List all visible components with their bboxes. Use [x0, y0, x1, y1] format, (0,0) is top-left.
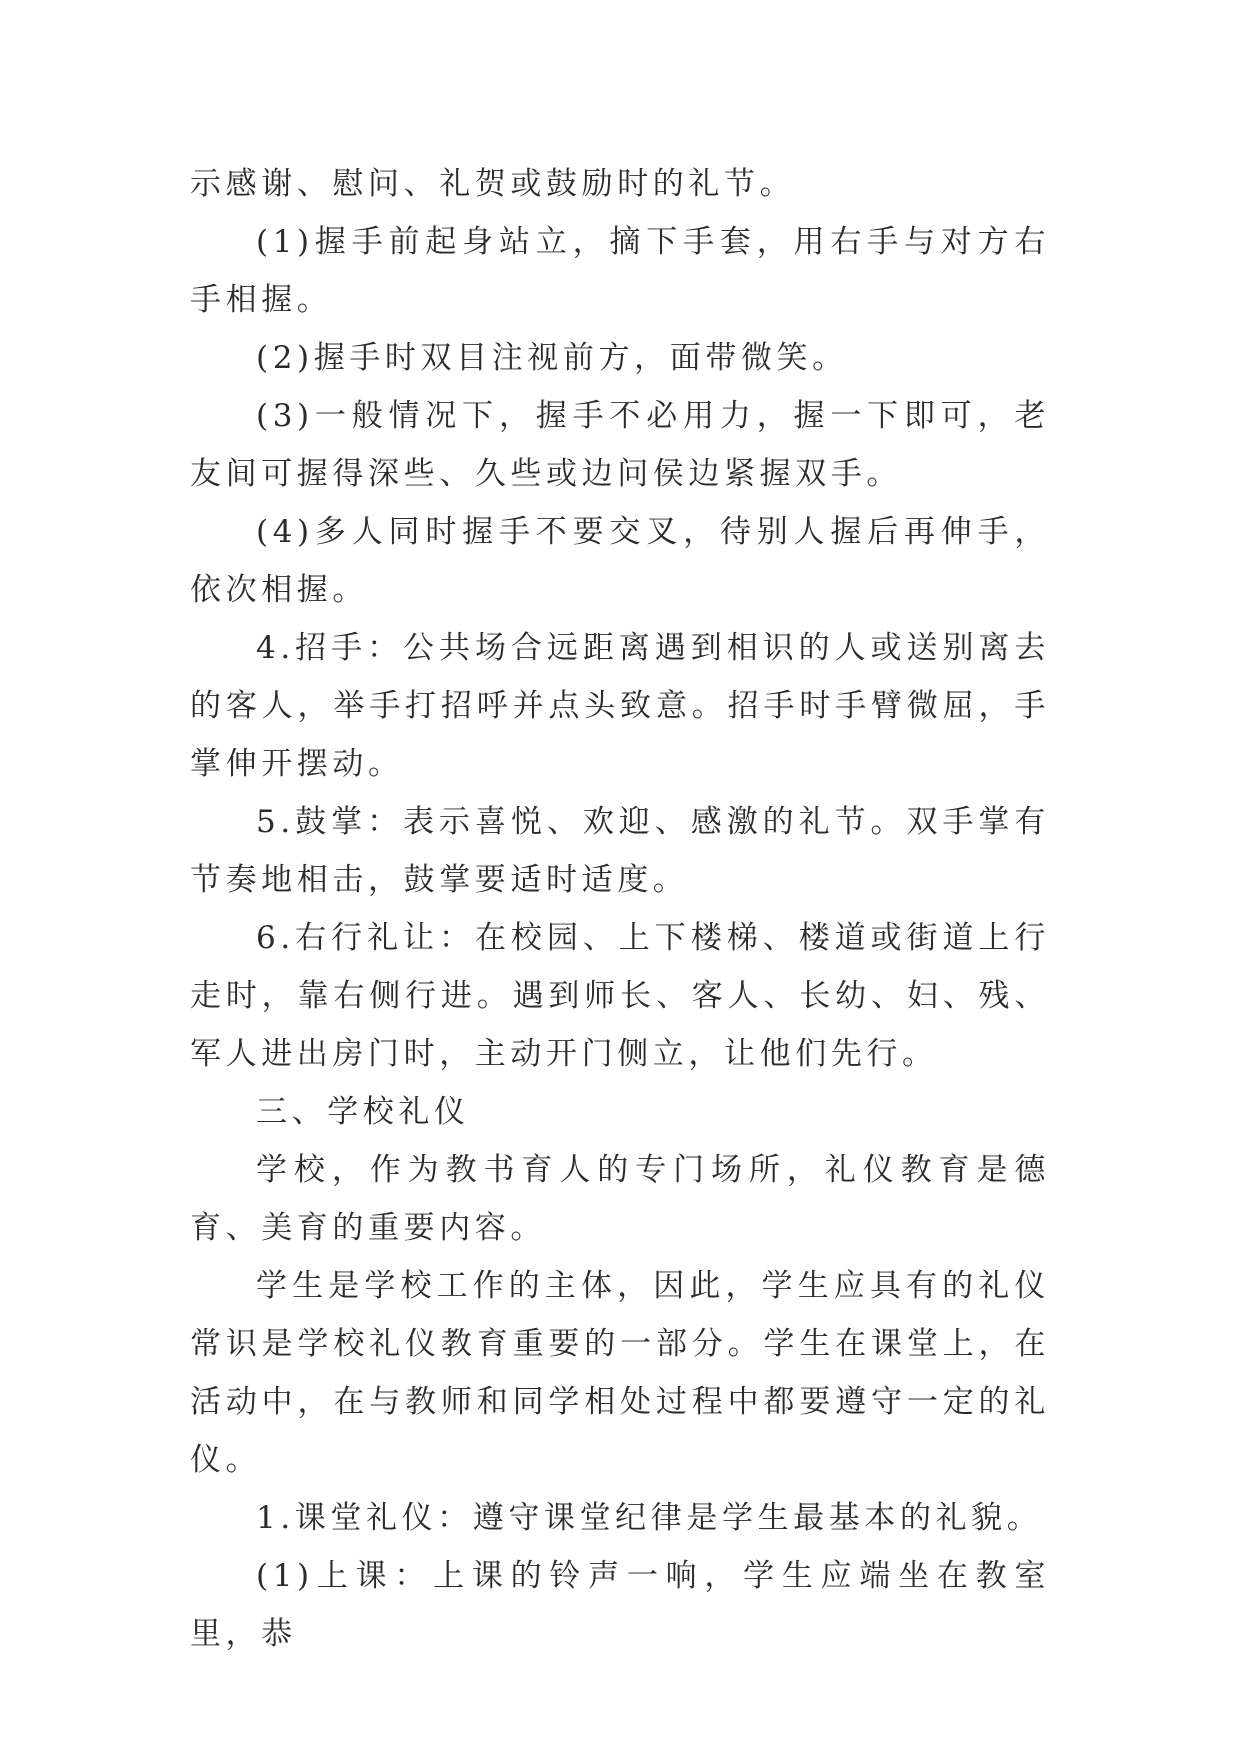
paragraph-1: 示感谢、慰问、礼贺或鼓励时的礼节。	[190, 166, 796, 202]
paragraph-5: (4)多人同时握手不要交叉，待别人握后再伸手，依次相握。	[190, 514, 1050, 608]
paragraph-2: (1)握手前起身站立，摘下手套，用右手与对方右手相握。	[190, 224, 1050, 318]
paragraph-10: 学校，作为教书育人的专门场所，礼仪教育是德育、美育的重要内容。	[190, 1152, 1050, 1246]
section-heading: 三、学校礼仪	[256, 1094, 470, 1130]
document-page	[190, 155, 1050, 1663]
paragraph-12: 1.课堂礼仪：遵守课堂纪律是学生最基本的礼貌。	[256, 1500, 1043, 1536]
paragraph-6: 4.招手：公共场合远距离遇到相识的人或送别离去的客人，举手打招呼并点头致意。招手时手臂微屈，手掌伸开摆动。	[190, 630, 1050, 782]
paragraph-3: (2)握手时双目注视前方，面带微笑。	[256, 340, 848, 376]
paragraph-4: (3)一般情况下，握手不必用力，握一下即可，老友间可握得深些、久些或边问侯边紧握双手。	[190, 398, 1050, 492]
paragraph-11: 学生是学校工作的主体，因此，学生应具有的礼仪常识是学校礼仪教育重要的一部分。学生在课堂上，在活动中，在与教师和同学相处过程中都要遵守一定的礼仪。	[190, 1268, 1050, 1478]
paragraph-7: 5.鼓掌：表示喜悦、欢迎、感激的礼节。双手掌有节奏地相击，鼓掌要适时适度。	[190, 804, 1050, 898]
paragraph-8: 6.右行礼让：在校园、上下楼梯、楼道或街道上行走时，靠右侧行进。遇到师长、客人、长幼、妇、残、军人进出房门时，主动开门侧立，让他们先行。	[190, 920, 1050, 1072]
paragraph-13: (1)上课：上课的铃声一响，学生应端坐在教室里，恭	[190, 1558, 1050, 1652]
